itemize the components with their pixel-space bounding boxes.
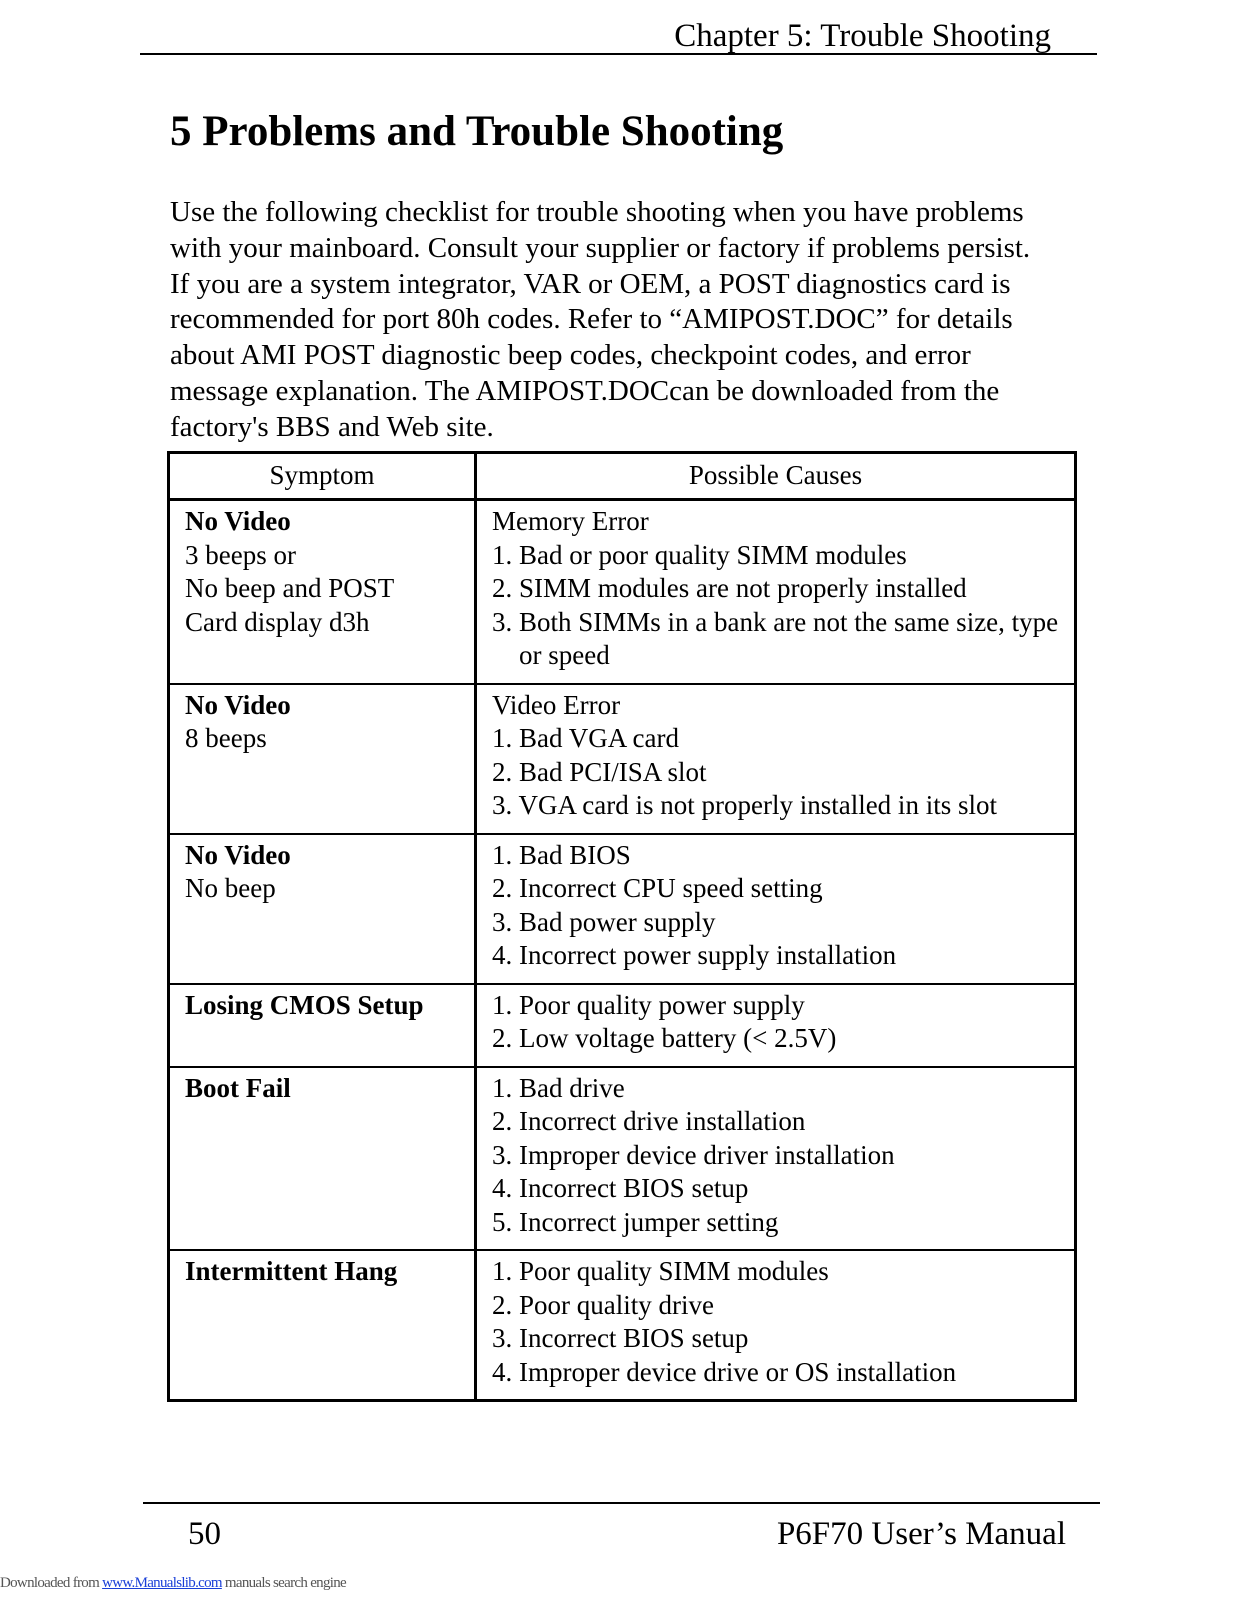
- table-row: [169, 1067, 1076, 1251]
- symptom-cell: [169, 984, 476, 1067]
- cause-item: 1. Poor quality power supply: [492, 989, 805, 1020]
- causes-cell: [476, 984, 1076, 1067]
- symptom-title: No Video: [185, 839, 291, 870]
- intro-line: If you are a system integrator, VAR or OEM, a POST diagnostics card is: [170, 267, 1011, 300]
- causes-cell: [476, 1250, 1076, 1401]
- cause-item: 1. Bad drive: [492, 1072, 625, 1103]
- cause-item: 1. Bad BIOS: [492, 839, 631, 870]
- cause-item: 3. VGA card is not properly installed in its slot: [492, 790, 997, 820]
- intro-line: about AMI POST diagnostic beep codes, checkpoint codes, and error: [170, 339, 971, 372]
- cause-item: 3. Improper device driver installation: [492, 1139, 895, 1170]
- cause-item: 2. Incorrect drive installation: [492, 1106, 806, 1136]
- symptom-title: No Video: [185, 689, 291, 720]
- cause-heading: Video Error: [492, 689, 621, 720]
- cause-item: 1. Bad or poor quality SIMM modules: [492, 539, 907, 570]
- symptom-title: Intermittent Hang: [185, 1256, 398, 1286]
- header-divider: [140, 53, 1097, 55]
- symptom-detail: No beep: [185, 873, 276, 903]
- table-row: [169, 500, 1076, 684]
- symptom-detail: 8 beeps: [185, 723, 267, 753]
- cause-item: 1. Bad VGA card: [492, 723, 679, 753]
- table-row: [169, 984, 1076, 1067]
- cause-item: 2. Poor quality drive: [492, 1289, 714, 1320]
- cause-item: 2. SIMM modules are not properly installed: [492, 573, 967, 603]
- symptom-cell: [169, 684, 476, 834]
- cause-item: 3. Both SIMMs in a bank are not the same size, type or speed: [492, 606, 1059, 670]
- causes-cell: [476, 834, 1076, 984]
- page-number: 50: [188, 1516, 221, 1552]
- table-row: [169, 1250, 1076, 1401]
- footer-divider: [143, 1502, 1100, 1504]
- column-header-causes: Possible Causes: [476, 453, 1076, 500]
- table-row: [169, 834, 1076, 984]
- table-row: [169, 684, 1076, 834]
- symptom-title: Boot Fail: [185, 1072, 291, 1103]
- symptom-title: No Video: [185, 506, 291, 536]
- symptom-cell: [169, 500, 476, 684]
- symptom-detail: 3 beeps or: [185, 539, 296, 570]
- cause-item: 4. Improper device drive or OS installation: [492, 1356, 957, 1387]
- download-watermark: [0, 1575, 346, 1592]
- cause-item: 1. Poor quality SIMM modules: [492, 1256, 829, 1286]
- intro-line: Use the following checklist for trouble shooting when you have problems: [170, 196, 1024, 228]
- manual-title: P6F70 User’s Manual: [776, 1516, 1066, 1552]
- causes-cell: [476, 1067, 1076, 1251]
- causes-cell: [476, 684, 1076, 834]
- symptom-cell: [169, 1250, 476, 1401]
- symptom-detail: No beep and POST: [185, 573, 395, 603]
- intro-line: factory's BBS and Web site.: [170, 410, 494, 443]
- manualslib-link[interactable]: www.Manualslib.com: [102, 1575, 222, 1591]
- chapter-header: Chapter 5: Trouble Shooting: [674, 18, 1051, 54]
- intro-line: with your mainboard. Consult your supplier or factory if problems persist.: [170, 231, 1031, 264]
- cause-item: 4. Incorrect power supply installation: [492, 940, 897, 970]
- cause-item: 2. Bad PCI/ISA slot: [492, 756, 707, 787]
- troubleshooting-table: [167, 451, 1077, 1402]
- cause-heading: Memory Error: [492, 506, 649, 536]
- cause-item: 2. Low voltage battery (< 2.5V): [492, 1023, 837, 1053]
- symptom-title: Losing CMOS Setup: [185, 989, 424, 1020]
- causes-cell: [476, 500, 1076, 684]
- table-header-row: [169, 453, 1076, 500]
- symptom-cell: [169, 834, 476, 984]
- cause-item: 3. Incorrect BIOS setup: [492, 1323, 749, 1353]
- page-title: 5 Problems and Trouble Shooting: [170, 108, 784, 155]
- intro-line: message explanation. The AMIPOST.DOCcan be downloaded from the: [170, 374, 1000, 407]
- watermark-suffix: manuals search engine: [221, 1575, 346, 1591]
- cause-item: 5. Incorrect jumper setting: [492, 1206, 779, 1237]
- intro-line: recommended for port 80h codes. Refer to “AMIPOST.DOC” for details: [170, 303, 1013, 336]
- watermark-prefix: Downloaded from: [0, 1575, 103, 1591]
- symptom-detail: Card display d3h: [185, 606, 370, 637]
- cause-item: 3. Bad power supply: [492, 906, 716, 937]
- symptom-cell: [169, 1067, 476, 1251]
- cause-item: 4. Incorrect BIOS setup: [492, 1173, 749, 1203]
- intro-paragraph: [170, 195, 1090, 446]
- column-header-symptom: Symptom: [169, 453, 476, 500]
- cause-item: 2. Incorrect CPU speed setting: [492, 873, 823, 903]
